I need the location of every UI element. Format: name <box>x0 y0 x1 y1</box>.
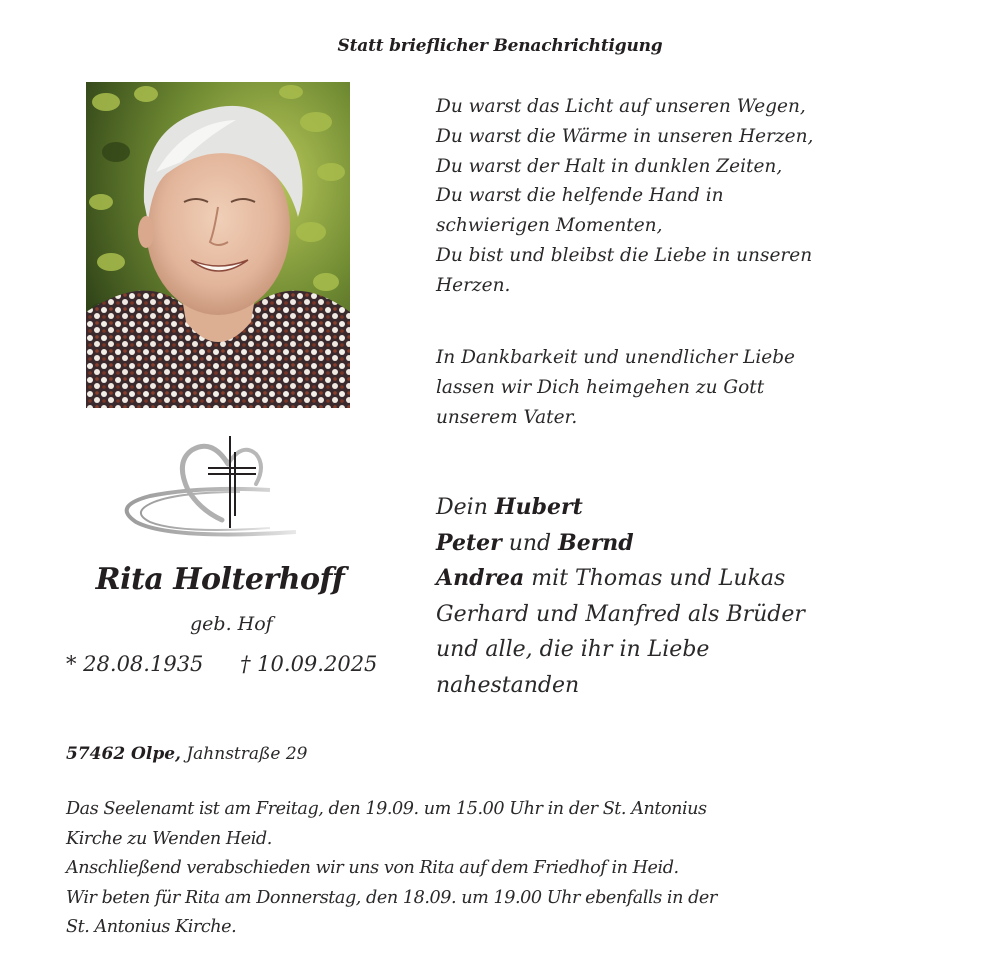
service-details <box>66 795 946 943</box>
mourner-line: nahestanden <box>436 672 580 698</box>
poem-line: schwierigen Momenten, <box>436 215 663 237</box>
service-line: St. Antonius Kirche. <box>66 917 237 937</box>
service-line: Kirche zu Wenden Heid. <box>66 828 272 849</box>
mourner-text: mit Thomas und Lukas <box>531 566 786 591</box>
cross-heart-icon <box>120 432 310 552</box>
poem-line: Herzen. <box>436 274 511 296</box>
death-date: † 10.09.2025 <box>240 652 378 676</box>
birth-date: * 28.08.1935 <box>66 652 204 676</box>
poem-verse <box>436 92 896 301</box>
mourner-name: Andrea <box>436 565 525 591</box>
address-city: 57462 Olpe, <box>66 744 181 764</box>
poem-line: Du warst die helfende Hand in <box>436 185 724 207</box>
portrait-photo <box>86 82 350 408</box>
poem-line: Du warst der Halt in dunklen Zeiten, <box>436 155 783 177</box>
mourners-list <box>436 490 916 703</box>
mourner-prefix: Dein <box>436 495 488 520</box>
gratitude-line: lassen wir Dich heimgehen zu Gott <box>436 376 765 398</box>
gratitude-line: In Dankbarkeit und unendlicher Liebe <box>436 347 796 368</box>
service-line: Wir beten für Rita am Donnerstag, den 18.09. um 19.00 Uhr ebenfalls in der <box>66 887 717 908</box>
deceased-name: Rita Holterhoff <box>95 562 345 597</box>
address-street: Jahnstraße 29 <box>186 744 308 764</box>
gratitude-line: unserem Vater. <box>436 406 578 428</box>
mourner-line: und alle, die ihr in Liebe <box>436 637 710 662</box>
poem-line: Du warst die Wärme in unseren Herzen, <box>436 125 814 147</box>
mourner-conjunction: und <box>508 530 552 556</box>
mourner-line <box>436 561 916 597</box>
notice-header: Statt brieflicher Benachrichtigung <box>337 36 663 56</box>
mourner-name: Bernd <box>558 529 634 556</box>
service-line: Anschließend verabschieden wir uns von Rita auf dem Friedhof in Heid. <box>66 858 679 878</box>
mourner-name: Hubert <box>494 494 583 520</box>
mourner-line <box>436 526 916 562</box>
poem-line: Du bist und bleibst die Liebe in unseren <box>436 244 813 266</box>
mourner-line <box>436 490 916 526</box>
mourner-name: Peter <box>436 529 502 556</box>
mourner-line: Gerhard und Manfred als Brüder <box>436 601 805 627</box>
address <box>66 744 307 764</box>
maiden-name: geb. Hof <box>190 613 273 635</box>
poem-line: Du warst das Licht auf unseren Wegen, <box>436 96 806 117</box>
service-line: Das Seelenamt ist am Freitag, den 19.09. um 15.00 Uhr in der St. Antonius <box>66 799 707 819</box>
gratitude-text <box>436 343 896 432</box>
